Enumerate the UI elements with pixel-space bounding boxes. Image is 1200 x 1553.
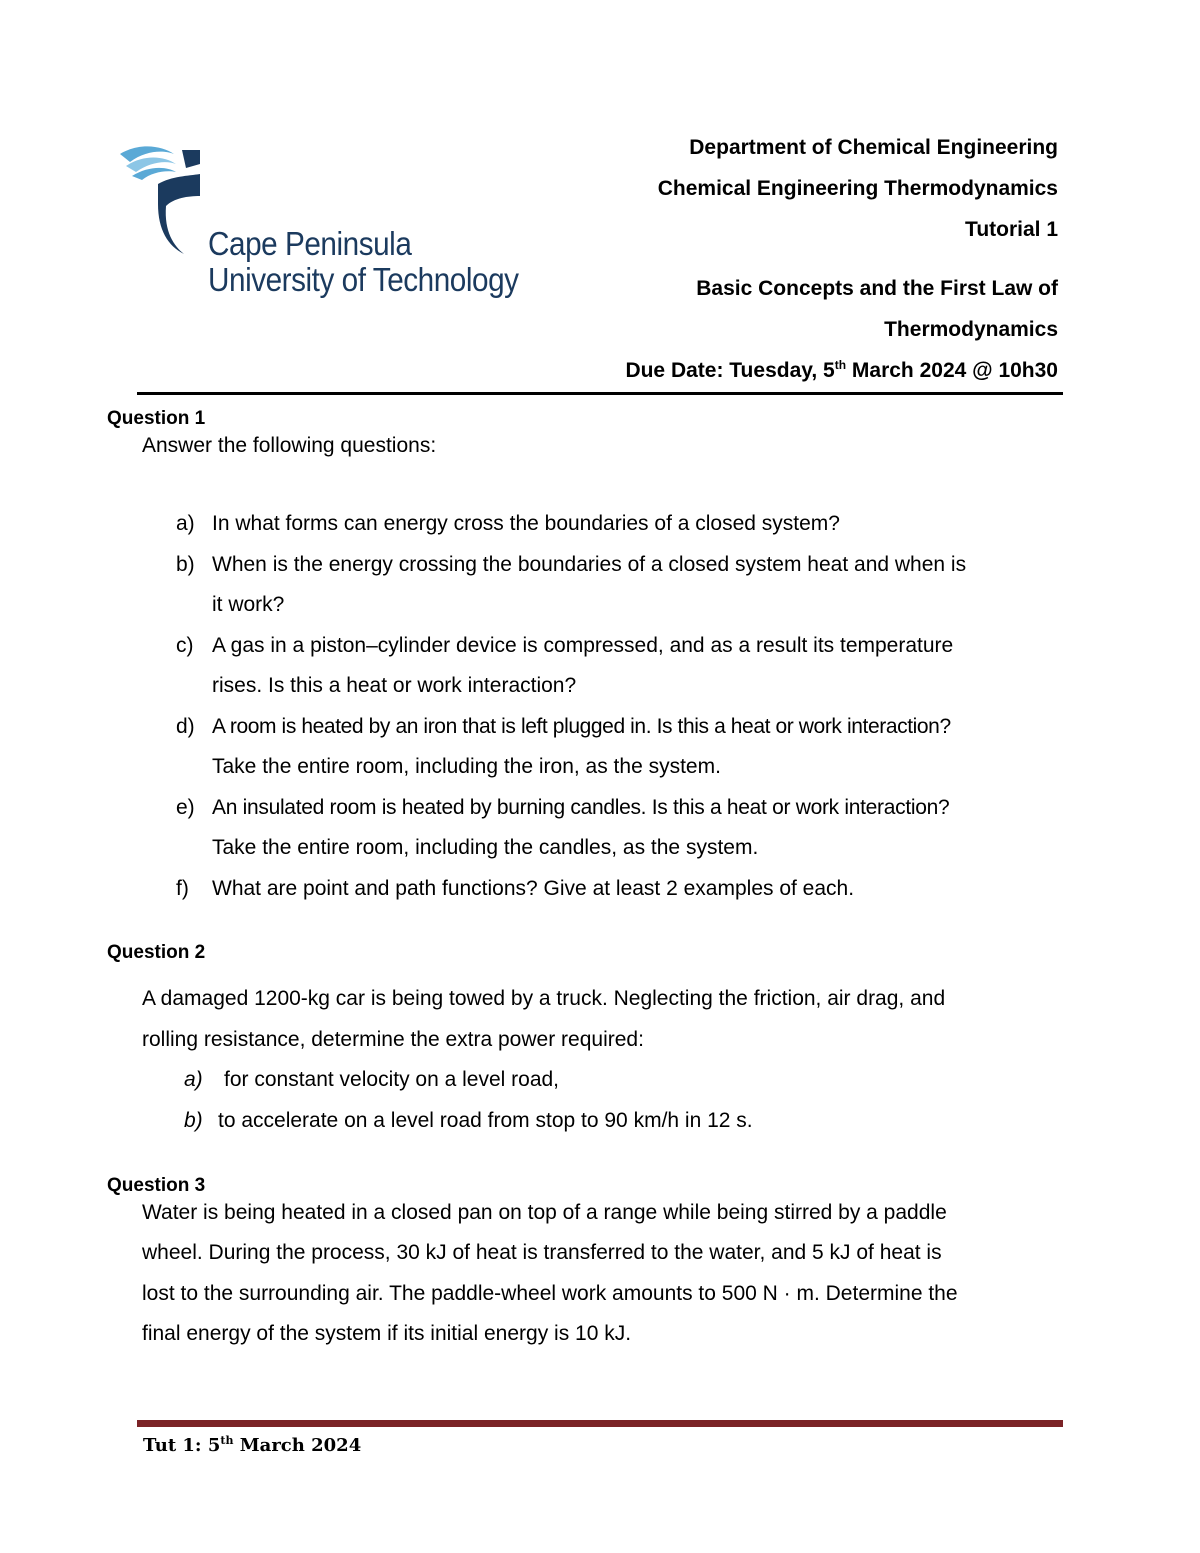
q1-item-text: A gas in a piston–cylinder device is compressed, and as a result its temperature [212, 634, 954, 657]
q1-item-label: a) [176, 512, 195, 535]
q1-item-label: c) [176, 634, 194, 657]
question-1-heading: Question 1 [107, 408, 206, 429]
department-title: Department of Chemical Engineering [689, 136, 1058, 159]
q1-item-text: rises. Is this a heat or work interaction? [212, 674, 577, 697]
logo-line-1: Cape Peninsula [208, 225, 412, 262]
q1-item-text: When is the energy crossing the boundaries of a closed system heat and when is [212, 553, 967, 576]
wave-emblem-icon [112, 140, 212, 260]
tutorial-number: Tutorial 1 [965, 218, 1058, 241]
question-3-text: wheel. During the process, 30 kJ of heat is transferred to the water, and 5 kJ of heat is [142, 1241, 942, 1264]
topic-line-1: Basic Concepts and the First Law of [696, 277, 1058, 300]
question-3-heading: Question 3 [107, 1175, 206, 1196]
question-2-heading: Question 2 [107, 942, 206, 963]
footer-divider [137, 1420, 1063, 1427]
footer-sup: th [220, 1434, 234, 1447]
due-date-suffix: March 2024 @ 10h30 [846, 359, 1058, 382]
q1-item-label: d) [176, 715, 195, 738]
question-3-text: Water is being heated in a closed pan on top of a range while being stirred by a paddle [142, 1201, 947, 1224]
due-date [625, 359, 1058, 383]
question-1-intro: Answer the following questions: [142, 434, 437, 457]
q1-item-text: An insulated room is heated by burning candles. Is this a heat or work interaction? [212, 796, 950, 819]
q1-item-label: e) [176, 796, 195, 819]
footer-prefix: Tut 1: 5 [143, 1435, 221, 1456]
due-date-prefix: Due Date: Tuesday, 5 [625, 359, 835, 382]
logo-line-2: University of Technology [208, 261, 519, 298]
q1-item-label: f) [176, 877, 189, 900]
logo-wordmark [208, 226, 519, 298]
q1-item-text: What are point and path functions? Give at least 2 examples of each. [212, 877, 855, 900]
university-logo [112, 140, 519, 310]
question-2-text: A damaged 1200-kg car is being towed by a truck. Neglecting the friction, air drag, and [142, 987, 946, 1010]
q2-item-text: for constant velocity on a level road, [224, 1068, 560, 1091]
q1-item-text: it work? [212, 593, 285, 616]
q2-item-label: a) [184, 1068, 203, 1091]
q1-item-text: Take the entire room, including the iron, as the system. [212, 755, 721, 778]
q1-item-text: In what forms can energy cross the boundaries of a closed system? [212, 512, 840, 535]
footer-suffix: March 2024 [233, 1435, 362, 1456]
due-date-sup: th [834, 358, 847, 372]
header-divider [137, 392, 1063, 395]
q1-item-label: b) [176, 553, 195, 576]
q1-item-text: A room is heated by an iron that is left plugged in. Is this a heat or work interaction? [212, 715, 951, 738]
q1-item-text: Take the entire room, including the candles, as the system. [212, 836, 759, 859]
q2-item-label: b) [184, 1109, 203, 1132]
question-2-text: rolling resistance, determine the extra power required: [142, 1028, 644, 1051]
page-footer [143, 1434, 361, 1456]
course-title: Chemical Engineering Thermodynamics [657, 177, 1058, 200]
question-3-text: final energy of the system if its initial energy is 10 kJ. [142, 1322, 632, 1345]
q2-item-text: to accelerate on a level road from stop to 90 km/h in 12 s. [218, 1109, 753, 1132]
topic-line-2: Thermodynamics [884, 318, 1058, 341]
question-3-text: lost to the surrounding air. The paddle-wheel work amounts to 500 N · m. Determine the [142, 1282, 958, 1305]
